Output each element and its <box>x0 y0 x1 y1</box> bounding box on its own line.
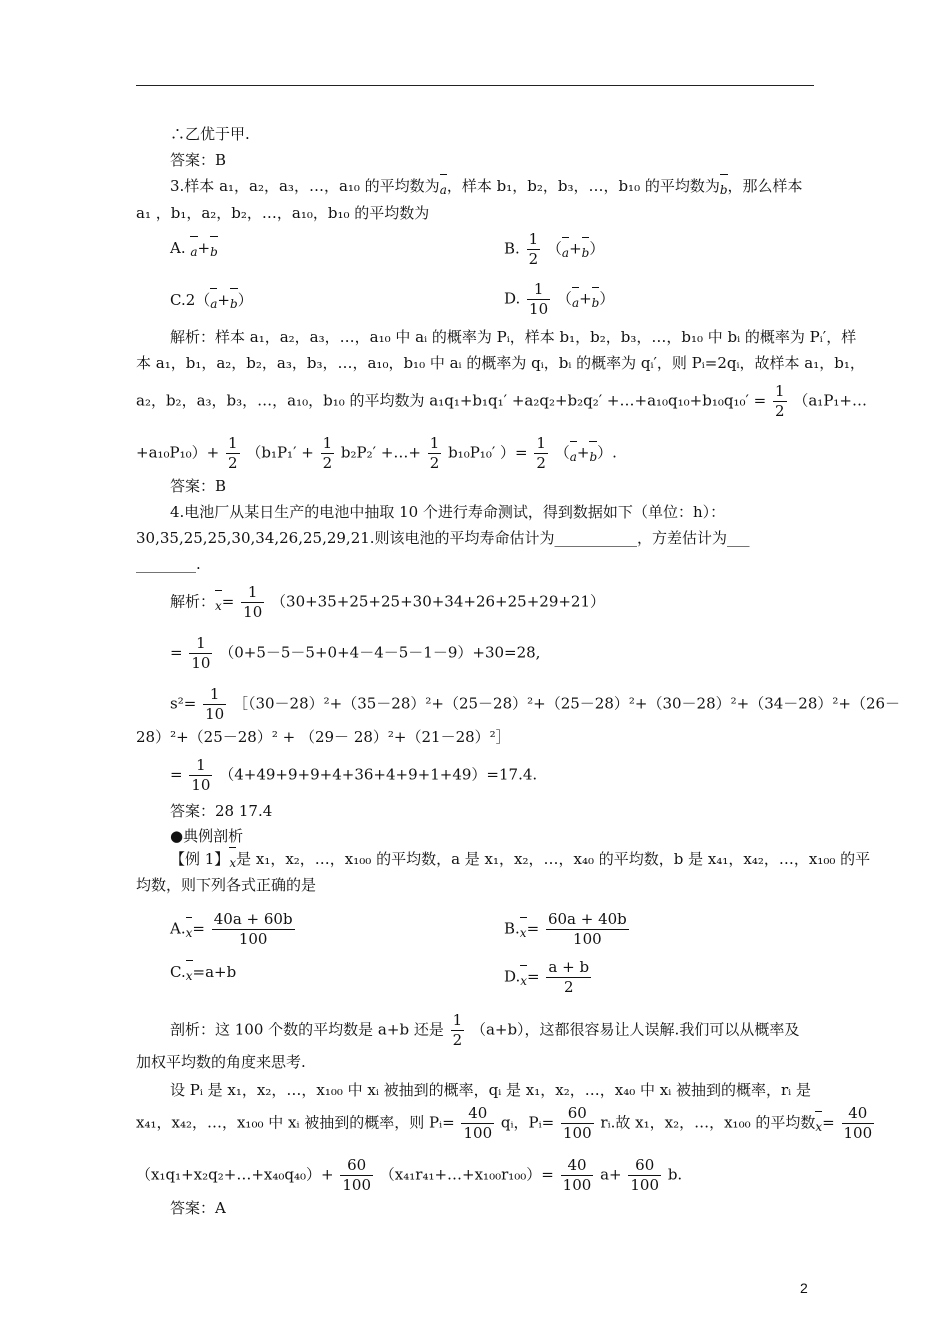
fraction: $\frac{60}{100}$ <box>342 1156 371 1194</box>
analysis-line: x₄₁，x₄₂，…，x₁₀₀ 中 xᵢ 被抽到的概率，则 Pᵢ= $\frac{40}{100}$ qᵢ，Pᵢ= $\frac{60}{100}$ rᵢ.故 x₁，x₂，…，x₁₀₀ 的平均数x= $\frac{40}{100}$ <box>136 1104 873 1142</box>
fraction: $\frac{1}{2}$ <box>452 1011 463 1049</box>
fraction: $\frac{60}{100}$ <box>630 1156 660 1194</box>
analysis-line: +a₁₀P₁₀）+ $\frac{1}{2}$ （b₁P₁′ + $\frac{1}{2}$ b₂P₂′ +…+ $\frac{1}{2}$ b₁₀P₁₀′ ）= $\frac{1}{2}$ （a+b）. <box>136 434 617 472</box>
example-1: 【例 1】x是 x₁，x₂，…，x₁₀₀ 的平均数，a 是 x₁，x₂，…，x₄₀ 的平均数，b 是 x₄₁，x₄₂，…，x₁₀₀ 的平 <box>170 849 870 873</box>
fraction: $\frac{1}{10}$ <box>191 634 211 672</box>
fraction: $\frac{1}{2}$ <box>775 382 785 420</box>
analysis-line: 剖析：这 100 个数的平均数是 a+b 还是 $\frac{1}{2}$ （a+b），这都很容易让人误解.我们可以从概率及 <box>170 1011 800 1049</box>
variance-line: s²= $\frac{1}{10}$ ［（30－28）²+（35－28）²+（25－28）²+（25－28）²+（30－28）²+（34－28）²+（26－ <box>170 685 901 723</box>
mean-b: b <box>720 180 728 200</box>
fraction: $\frac{1}{10}$ <box>205 685 225 723</box>
option-a: A. a+b <box>170 238 218 262</box>
analysis-line: 加权平均数的角度来思考. <box>136 1053 306 1071</box>
header-rule <box>136 85 814 86</box>
option-b: B. $\frac{1}{2}$ （a+b） <box>504 230 605 268</box>
analysis-line: （x₁q₁+x₂q₂+…+x₄₀q₄₀）+ $\frac{60}{100}$ （x₄₁r₄₁+…+x₁₀₀r₁₀₀）= $\frac{40}{100}$ a+ $\frac{60}{100}$ b. <box>136 1156 683 1194</box>
analysis-line: a₂，b₂，a₃，b₃，…，a₁₀，b₁₀ 的平均数为 a₁q₁+b₁q₁′ +a₂q₂+b₂q₂′ +…+a₁₀q₁₀+b₁₀q₁₀′ = $\frac{1}{2}$ （a₁P₁+… <box>136 382 867 420</box>
ex-option-a: A.x= $\frac{40a + 60b}{100}$ <box>170 910 293 948</box>
fraction: $\frac{1}{10}$ <box>243 583 263 621</box>
fraction: $\frac{1}{2}$ <box>228 434 238 472</box>
answer-line: 答案：A <box>170 1199 226 1217</box>
section-heading: ●典例剖析 <box>170 827 244 845</box>
fraction: $\frac{1}{2}$ <box>536 434 546 472</box>
ex-option-c: C.x=a+b <box>170 962 236 986</box>
fraction: $\frac{60}{100}$ <box>563 1104 592 1142</box>
answer-line: 答案：B <box>170 477 227 495</box>
fraction: $\frac{1}{2}$ <box>429 434 440 472</box>
analysis-line: 本 a₁，b₁，a₂，b₂，a₃，b₃，…，a₁₀，b₁₀ 中 aᵢ 的概率为 qᵢ，bᵢ 的概率为 qᵢ′，则 Pᵢ=2qᵢ，故样本 a₁，b₁， <box>136 354 865 372</box>
analysis-line: = $\frac{1}{10}$ （4+49+9+9+4+36+4+9+1+49）=17.4. <box>170 756 538 794</box>
example-1-line2: 均数，则下列各式正确的是 <box>136 876 317 894</box>
fraction: $\frac{a + b}{2}$ <box>548 958 590 996</box>
option-c: C.2（a+b） <box>170 290 253 314</box>
page-number: 2 <box>800 1280 808 1296</box>
q3-mid: ，样本 b₁，b₂，b₃，…，b₁₀ 的平均数为 <box>446 177 720 195</box>
option-d: D. $\frac{1}{10}$ （a+b） <box>504 280 615 318</box>
q3-line2: a₁ ，b₁，a₂，b₂，…，a₁₀，b₁₀ 的平均数为 <box>136 204 430 222</box>
q3-intro: 3.样本 a₁，a₂，a₃，…，a₁₀ 的平均数为 <box>170 177 440 195</box>
analysis-line: 解析：样本 a₁，a₂，a₃，…，a₁₀ 中 aᵢ 的概率为 Pᵢ，样本 b₁，b₂，b₃，…，b₁₀ 中 bᵢ 的概率为 Pᵢ′，样 <box>170 328 857 346</box>
question-4: 4.电池厂从某日生产的电池中抽取 10 个进行寿命测试，得到数据如下（单位：h）： <box>170 503 726 521</box>
fraction: $\frac{1}{10}$ <box>191 756 211 794</box>
fraction: $\frac{40}{100}$ <box>843 1104 873 1142</box>
fraction: $\frac{40}{100}$ <box>463 1104 493 1142</box>
question-3 <box>170 176 803 200</box>
analysis-line: 设 Pᵢ 是 x₁，x₂，…，x₁₀₀ 中 xᵢ 被抽到的概率，qᵢ 是 x₁，x₂，…，x₄₀ 中 xᵢ 被抽到的概率，rᵢ 是 <box>170 1081 811 1099</box>
question-4-blank: ________. <box>136 555 201 573</box>
q3-end: ，那么样本 <box>727 177 803 195</box>
fraction: $\frac{1}{10}$ <box>529 280 549 318</box>
analysis-line: = $\frac{1}{10}$ （0+5－5－5+0+4－4－5－1－9）+30=28, <box>170 634 541 672</box>
question-4-data: 30,35,25,25,30,34,26,25,29,21.则该电池的平均寿命估计为___________，方差估计为___ <box>136 529 750 547</box>
answer-line: 答案：28 17.4 <box>170 802 273 820</box>
mean-a: a <box>440 180 447 200</box>
ex-option-d: D.x= $\frac{a + b}{2}$ <box>504 958 590 996</box>
fraction: $\frac{40a + 60b}{100}$ <box>213 910 293 948</box>
variance-line: 28）²+（25－28）² + （29－ 28）²+（21－28）²］ <box>136 728 511 746</box>
text-line: ∴乙优于甲. <box>170 125 250 143</box>
fraction: $\frac{1}{2}$ <box>528 230 539 268</box>
fraction: $\frac{60a + 40b}{100}$ <box>547 910 627 948</box>
analysis-line: 解析：x= $\frac{1}{10}$ （30+35+25+25+30+34+26+25+29+21） <box>170 583 606 621</box>
answer-line: 答案：B <box>170 151 227 169</box>
fraction: $\frac{1}{2}$ <box>322 434 333 472</box>
fraction: $\frac{40}{100}$ <box>562 1156 592 1194</box>
ex-option-b: B.x= $\frac{60a + 40b}{100}$ <box>504 910 627 948</box>
